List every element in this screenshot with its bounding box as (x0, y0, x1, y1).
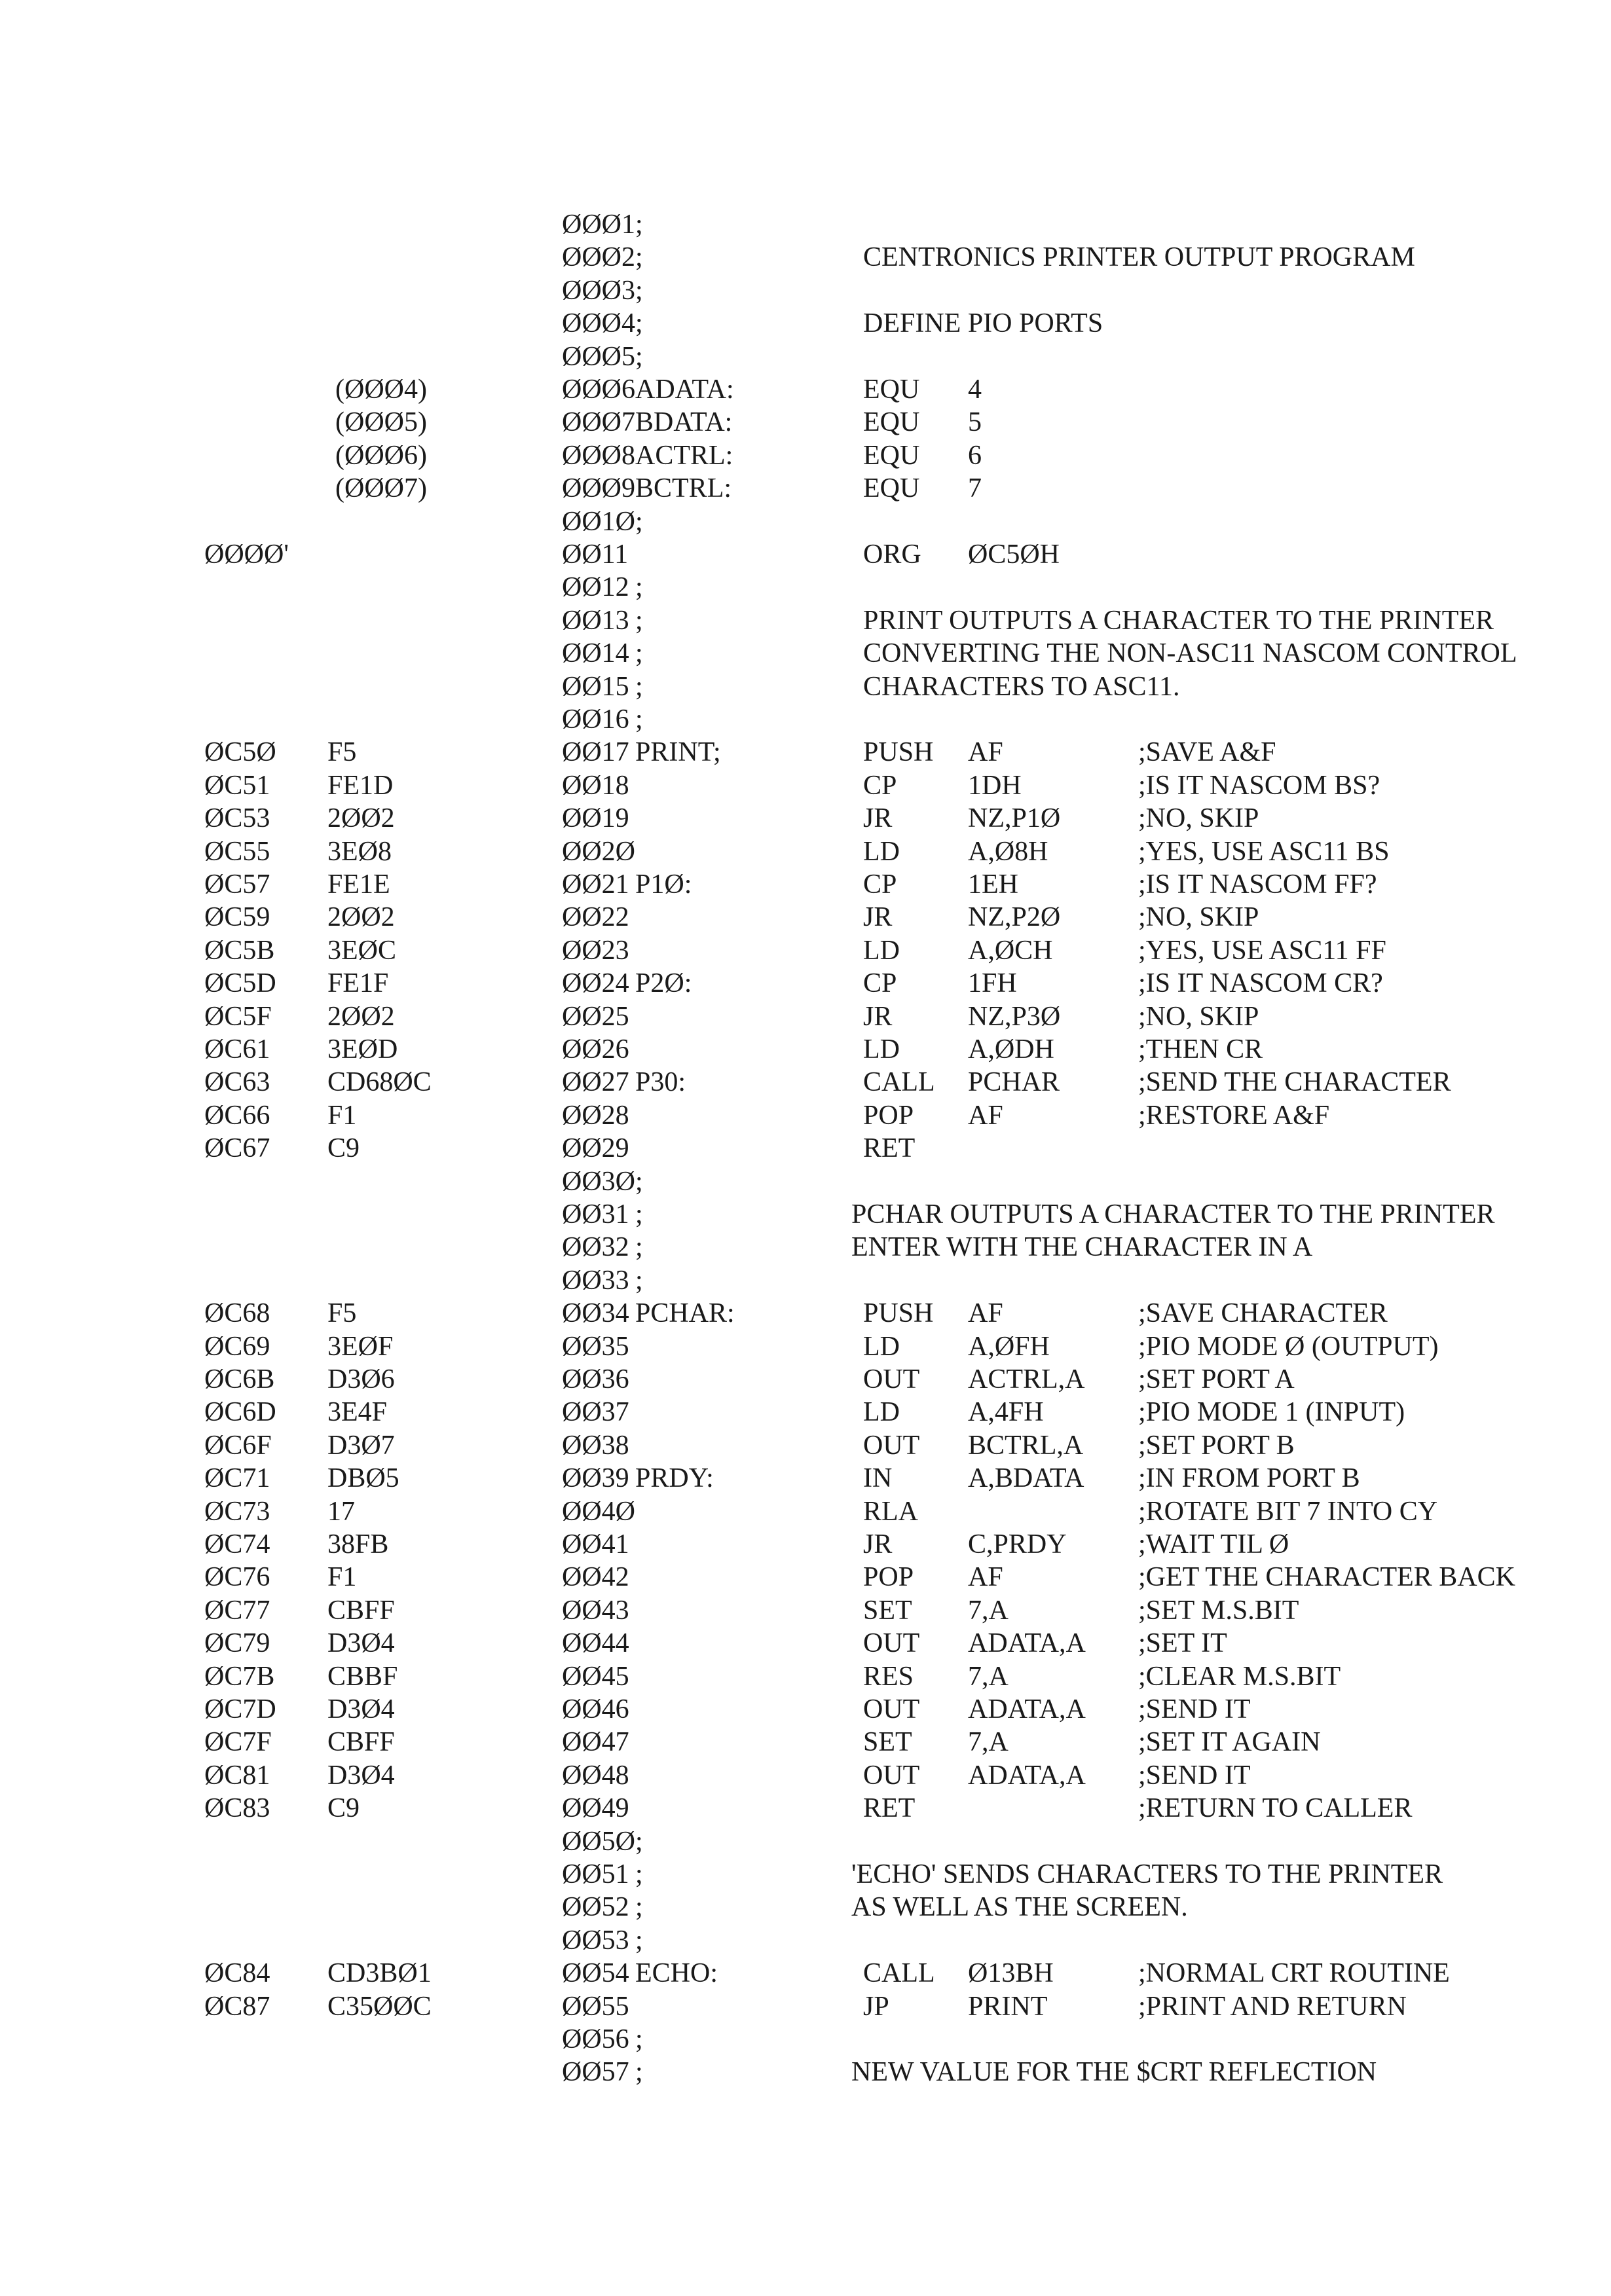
operand-cell: ADATA,A (968, 1628, 1086, 1658)
address-cell: ØC6B (204, 1364, 275, 1394)
line-number: ØØ16 (562, 704, 629, 735)
operand-cell: 7 (968, 473, 982, 503)
comment-cell: ;NO, SKIP (1138, 803, 1259, 833)
mnemonic-cell: PUSH (863, 737, 934, 767)
address-cell: ØC7B (204, 1662, 275, 1692)
mnemonic-cell: OUT (863, 1430, 920, 1461)
mnemonic-cell: OUT (863, 1628, 920, 1658)
line-number: ØØ26 (562, 1034, 629, 1065)
object-code-cell: 17 (327, 1497, 355, 1527)
comment-cell: ;THEN CR (1138, 1034, 1263, 1065)
mnemonic-cell: LD (863, 1332, 900, 1362)
mnemonic-cell: JR (863, 803, 893, 833)
operand-cell: NZ,P3Ø (968, 1002, 1061, 1032)
comment-cell: ;NO, SKIP (1138, 902, 1259, 932)
mnemonic-cell: RET (863, 1133, 916, 1163)
line-number: ØØ21 (562, 869, 629, 900)
comment-text-line: PRINT OUTPUTS A CHARACTER TO THE PRINTER (863, 606, 1494, 636)
mnemonic-cell: ORG (863, 539, 921, 570)
comment-text-line: 'ECHO' SENDS CHARACTERS TO THE PRINTER (851, 1859, 1443, 1889)
line-number: ØØ53 (562, 1925, 629, 1956)
object-code-cell: FE1D (327, 771, 394, 801)
comment-text-line: CENTRONICS PRINTER OUTPUT PROGRAM (863, 242, 1415, 272)
comment-cell: ;PIO MODE Ø (OUTPUT) (1138, 1332, 1439, 1362)
address-cell: ØØØØ' (204, 539, 289, 570)
label-cell: ; (635, 242, 643, 272)
object-code-cell: 3EØ8 (327, 837, 392, 867)
address-cell: ØC5B (204, 936, 275, 966)
label-cell: P30: (635, 1067, 686, 1097)
operand-cell: ADATA,A (968, 1694, 1086, 1724)
line-number: ØØ57 (562, 2057, 629, 2087)
label-cell: ; (635, 1859, 643, 1889)
mnemonic-cell: CALL (863, 1067, 935, 1097)
line-number: ØØ4Ø (562, 1497, 635, 1527)
mnemonic-cell: IN (863, 1463, 893, 1493)
comment-cell: ;SET IT (1138, 1628, 1227, 1658)
mnemonic-cell: RES (863, 1662, 914, 1692)
comment-cell: ;IS IT NASCOM BS? (1138, 771, 1380, 801)
operand-cell: A,ØFH (968, 1332, 1050, 1362)
mnemonic-cell: RLA (863, 1497, 918, 1527)
operand-cell: PCHAR (968, 1067, 1060, 1097)
object-code-cell: 38FB (327, 1529, 389, 1559)
object-code-cell: 3EØF (327, 1332, 394, 1362)
operand-cell: NZ,P2Ø (968, 902, 1061, 932)
object-code-cell: FE1F (327, 968, 389, 998)
mnemonic-cell: OUT (863, 1364, 920, 1394)
address-cell: ØC74 (204, 1529, 270, 1559)
address-cell: ØC59 (204, 902, 270, 932)
label-cell: PRINT; (635, 737, 721, 767)
line-number: ØØ44 (562, 1628, 629, 1658)
address-cell: ØC63 (204, 1067, 270, 1097)
label-cell: ; (635, 704, 643, 735)
line-number: ØØ51 (562, 1859, 629, 1889)
comment-cell: ;IS IT NASCOM CR? (1138, 968, 1383, 998)
operand-cell: 5 (968, 407, 982, 437)
object-code-cell: 3EØD (327, 1034, 398, 1065)
mnemonic-cell: SET (863, 1595, 912, 1626)
comment-cell: ;PIO MODE 1 (INPUT) (1138, 1397, 1405, 1427)
comment-cell: ;NO, SKIP (1138, 1002, 1259, 1032)
comment-cell: ;RETURN TO CALLER (1138, 1793, 1413, 1823)
line-number: ØØØ7 (562, 407, 635, 437)
operand-cell: PRINT (968, 1992, 1048, 2022)
line-number: ØØ32 (562, 1232, 629, 1262)
address-cell: ØC69 (204, 1332, 270, 1362)
object-code-cell: C9 (327, 1793, 360, 1823)
line-number: ØØ27 (562, 1067, 629, 1097)
operand-cell: C,PRDY (968, 1529, 1067, 1559)
mnemonic-cell: EQU (863, 374, 920, 405)
comment-cell: ;SEND THE CHARACTER (1138, 1067, 1451, 1097)
object-code-cell: CBBF (327, 1662, 398, 1692)
object-code-cell: (ØØØ4) (335, 374, 427, 405)
mnemonic-cell: JR (863, 1002, 893, 1032)
object-code-cell: C9 (327, 1133, 360, 1163)
label-cell: ECHO: (635, 1958, 718, 1988)
comment-cell: ;CLEAR M.S.BIT (1138, 1662, 1341, 1692)
line-number: ØØ54 (562, 1958, 629, 1988)
label-cell: ; (635, 1266, 643, 1296)
comment-cell: ;ROTATE BIT 7 INTO CY (1138, 1497, 1438, 1527)
address-cell: ØC6F (204, 1430, 272, 1461)
line-number: ØØØ1 (562, 210, 635, 240)
line-number: ØØ22 (562, 902, 629, 932)
mnemonic-cell: CP (863, 968, 897, 998)
label-cell: P2Ø: (635, 968, 692, 998)
operand-cell: 7,A (968, 1662, 1009, 1692)
label-cell: P1Ø: (635, 869, 692, 900)
mnemonic-cell: LD (863, 1397, 900, 1427)
comment-cell: ;RESTORE A&F (1138, 1101, 1330, 1131)
comment-cell: ;SET PORT A (1138, 1364, 1295, 1394)
comment-cell: ;SAVE CHARACTER (1138, 1298, 1388, 1328)
line-number: ØØ38 (562, 1430, 629, 1461)
address-cell: ØC79 (204, 1628, 270, 1658)
comment-cell: ;WAIT TIL Ø (1138, 1529, 1289, 1559)
mnemonic-cell: CP (863, 771, 897, 801)
object-code-cell: 2ØØ2 (327, 803, 395, 833)
operand-cell: A,Ø8H (968, 837, 1048, 867)
operand-cell: 1FH (968, 968, 1017, 998)
comment-cell: ;YES, USE ASC11 FF (1138, 936, 1386, 966)
line-number: ØØ1Ø (562, 507, 635, 537)
object-code-cell: D3Ø4 (327, 1760, 395, 1791)
line-number: ØØ11 (562, 539, 629, 570)
object-code-cell: DBØ5 (327, 1463, 399, 1493)
label-cell: ; (635, 672, 643, 702)
line-number: ØØØ6 (562, 374, 635, 405)
object-code-cell: D3Ø6 (327, 1364, 395, 1394)
object-code-cell: FE1E (327, 869, 390, 900)
object-code-cell: F1 (327, 1101, 357, 1131)
label-cell: ; (635, 1827, 643, 1857)
address-cell: ØC6D (204, 1397, 276, 1427)
mnemonic-cell: EQU (863, 407, 920, 437)
comment-text-line: ENTER WITH THE CHARACTER IN A (851, 1232, 1313, 1262)
mnemonic-cell: JR (863, 902, 893, 932)
address-cell: ØC5D (204, 968, 276, 998)
line-number: ØØ33 (562, 1266, 629, 1296)
line-number: ØØ36 (562, 1364, 629, 1394)
label-cell: ; (635, 1199, 643, 1230)
object-code-cell: CD3BØ1 (327, 1958, 432, 1988)
comment-cell: ;YES, USE ASC11 BS (1138, 837, 1390, 867)
line-number: ØØ46 (562, 1694, 629, 1724)
label-cell: PRDY: (635, 1463, 714, 1493)
address-cell: ØC61 (204, 1034, 270, 1065)
object-code-cell: D3Ø4 (327, 1694, 395, 1724)
line-number: ØØ5Ø (562, 1827, 635, 1857)
line-number: ØØ43 (562, 1595, 629, 1626)
address-cell: ØC5F (204, 1002, 272, 1032)
object-code-cell: F5 (327, 737, 357, 767)
line-number: ØØ12 (562, 572, 629, 602)
address-cell: ØC53 (204, 803, 270, 833)
line-number: ØØØ9 (562, 473, 635, 503)
comment-cell: ;SET M.S.BIT (1138, 1595, 1299, 1626)
line-number: ØØ39 (562, 1463, 629, 1493)
line-number: ØØ48 (562, 1760, 629, 1791)
label-cell: ; (635, 1925, 643, 1956)
label-cell: ; (635, 572, 643, 602)
address-cell: ØC55 (204, 837, 270, 867)
line-number: ØØ2Ø (562, 837, 635, 867)
comment-cell: ;SET IT AGAIN (1138, 1727, 1321, 1757)
line-number: ØØ24 (562, 968, 629, 998)
mnemonic-cell: POP (863, 1562, 914, 1592)
address-cell: ØC68 (204, 1298, 270, 1328)
line-number: ØØ23 (562, 936, 629, 966)
address-cell: ØC5Ø (204, 737, 276, 767)
line-number: ØØ19 (562, 803, 629, 833)
label-cell: BDATA: (635, 407, 733, 437)
object-code-cell: 2ØØ2 (327, 902, 395, 932)
mnemonic-cell: POP (863, 1101, 914, 1131)
operand-cell: AF (968, 1298, 1003, 1328)
object-code-cell: CBFF (327, 1595, 395, 1626)
line-number: ØØ37 (562, 1397, 629, 1427)
line-number: ØØ49 (562, 1793, 629, 1823)
object-code-cell: (ØØØ5) (335, 407, 427, 437)
mnemonic-cell: CALL (863, 1958, 935, 1988)
line-number: ØØ15 (562, 672, 629, 702)
address-cell: ØC7D (204, 1694, 276, 1724)
address-cell: ØC83 (204, 1793, 270, 1823)
mnemonic-cell: EQU (863, 473, 920, 503)
address-cell: ØC81 (204, 1760, 270, 1791)
mnemonic-cell: LD (863, 1034, 900, 1065)
line-number: ØØ56 (562, 2024, 629, 2054)
address-cell: ØC77 (204, 1595, 270, 1626)
object-code-cell: 3EØC (327, 936, 396, 966)
comment-text-line: CONVERTING THE NON-ASC11 NASCOM CONTROL (863, 638, 1517, 668)
operand-cell: 1EH (968, 869, 1018, 900)
label-cell: ; (635, 276, 643, 306)
operand-cell: A,ØCH (968, 936, 1053, 966)
comment-cell: ;IN FROM PORT B (1138, 1463, 1360, 1493)
mnemonic-cell: EQU (863, 441, 920, 471)
label-cell: ADATA: (635, 374, 734, 405)
line-number: ØØ52 (562, 1892, 629, 1922)
mnemonic-cell: JP (863, 1992, 889, 2022)
comment-text-line: CHARACTERS TO ASC11. (863, 672, 1180, 702)
object-code-cell: 3E4F (327, 1397, 388, 1427)
operand-cell: AF (968, 1101, 1003, 1131)
line-number: ØØØ5 (562, 342, 635, 372)
label-cell: ; (635, 1232, 643, 1262)
line-number: ØØØ4 (562, 308, 635, 338)
label-cell: ; (635, 2057, 643, 2087)
object-code-cell: F5 (327, 1298, 357, 1328)
mnemonic-cell: JR (863, 1529, 893, 1559)
line-number: ØØ47 (562, 1727, 629, 1757)
address-cell: ØC57 (204, 869, 270, 900)
comment-cell: ;SET PORT B (1138, 1430, 1295, 1461)
address-cell: ØC84 (204, 1958, 270, 1988)
comment-cell: ;SEND IT (1138, 1694, 1251, 1724)
object-code-cell: CD68ØC (327, 1067, 432, 1097)
operand-cell: 7,A (968, 1727, 1009, 1757)
comment-cell: ;IS IT NASCOM FF? (1138, 869, 1377, 900)
comment-text-line: DEFINE PIO PORTS (863, 308, 1103, 338)
operand-cell: 6 (968, 441, 982, 471)
object-code-cell: F1 (327, 1562, 357, 1592)
line-number: ØØ29 (562, 1133, 629, 1163)
label-cell: ; (635, 2024, 643, 2054)
object-code-cell: (ØØØ6) (335, 441, 427, 471)
operand-cell: ØC5ØH (968, 539, 1060, 570)
comment-cell: ;GET THE CHARACTER BACK (1138, 1562, 1515, 1592)
operand-cell: A,BDATA (968, 1463, 1084, 1493)
label-cell: PCHAR: (635, 1298, 735, 1328)
comment-cell: ;SEND IT (1138, 1760, 1251, 1791)
address-cell: ØC66 (204, 1101, 270, 1131)
mnemonic-cell: LD (863, 936, 900, 966)
object-code-cell: C35ØØC (327, 1992, 432, 2022)
address-cell: ØC73 (204, 1497, 270, 1527)
line-number: ØØ31 (562, 1199, 629, 1230)
label-cell: ACTRL: (635, 441, 733, 471)
line-number: ØØ13 (562, 606, 629, 636)
line-number: ØØ41 (562, 1529, 629, 1559)
address-cell: ØC87 (204, 1992, 270, 2022)
mnemonic-cell: OUT (863, 1760, 920, 1791)
operand-cell: ADATA,A (968, 1760, 1086, 1791)
label-cell: ; (635, 342, 643, 372)
operand-cell: 1DH (968, 771, 1022, 801)
object-code-cell: CBFF (327, 1727, 395, 1757)
object-code-cell: (ØØØ7) (335, 473, 427, 503)
line-number: ØØ55 (562, 1992, 629, 2022)
operand-cell: BCTRL,A (968, 1430, 1084, 1461)
label-cell: ; (635, 210, 643, 240)
line-number: ØØ25 (562, 1002, 629, 1032)
mnemonic-cell: RET (863, 1793, 916, 1823)
label-cell: BCTRL: (635, 473, 732, 503)
address-cell: ØC7F (204, 1727, 272, 1757)
line-number: ØØØ2 (562, 242, 635, 272)
mnemonic-cell: CP (863, 869, 897, 900)
comment-cell: ;PRINT AND RETURN (1138, 1992, 1407, 2022)
comment-text-line: AS WELL AS THE SCREEN. (851, 1892, 1188, 1922)
line-number: ØØ42 (562, 1562, 629, 1592)
mnemonic-cell: SET (863, 1727, 912, 1757)
label-cell: ; (635, 1892, 643, 1922)
comment-text-line: PCHAR OUTPUTS A CHARACTER TO THE PRINTER (851, 1199, 1495, 1230)
mnemonic-cell: PUSH (863, 1298, 934, 1328)
object-code-cell: D3Ø7 (327, 1430, 395, 1461)
label-cell: ; (635, 638, 643, 668)
mnemonic-cell: LD (863, 837, 900, 867)
line-number: ØØ3Ø (562, 1167, 635, 1197)
address-cell: ØC76 (204, 1562, 270, 1592)
operand-cell: 4 (968, 374, 982, 405)
operand-cell: Ø13BH (968, 1958, 1054, 1988)
address-cell: ØC67 (204, 1133, 270, 1163)
address-cell: ØC51 (204, 771, 270, 801)
operand-cell: AF (968, 737, 1003, 767)
operand-cell: 7,A (968, 1595, 1009, 1626)
line-number: ØØØ3 (562, 276, 635, 306)
operand-cell: NZ,P1Ø (968, 803, 1061, 833)
operand-cell: A,4FH (968, 1397, 1044, 1427)
object-code-cell: D3Ø4 (327, 1628, 395, 1658)
label-cell: ; (635, 1167, 643, 1197)
object-code-cell: 2ØØ2 (327, 1002, 395, 1032)
line-number: ØØ34 (562, 1298, 629, 1328)
label-cell: ; (635, 507, 643, 537)
label-cell: ; (635, 308, 643, 338)
operand-cell: A,ØDH (968, 1034, 1054, 1065)
address-cell: ØC71 (204, 1463, 270, 1493)
comment-cell: ;NORMAL CRT ROUTINE (1138, 1958, 1450, 1988)
line-number: ØØ35 (562, 1332, 629, 1362)
operand-cell: ACTRL,A (968, 1364, 1085, 1394)
line-number: ØØ45 (562, 1662, 629, 1692)
line-number: ØØ18 (562, 771, 629, 801)
operand-cell: AF (968, 1562, 1003, 1592)
comment-cell: ;SAVE A&F (1138, 737, 1276, 767)
mnemonic-cell: OUT (863, 1694, 920, 1724)
line-number: ØØ28 (562, 1101, 629, 1131)
line-number: ØØ17 (562, 737, 629, 767)
label-cell: ; (635, 606, 643, 636)
line-number: ØØØ8 (562, 441, 635, 471)
line-number: ØØ14 (562, 638, 629, 668)
comment-text-line: NEW VALUE FOR THE $CRT REFLECTION (851, 2057, 1377, 2087)
